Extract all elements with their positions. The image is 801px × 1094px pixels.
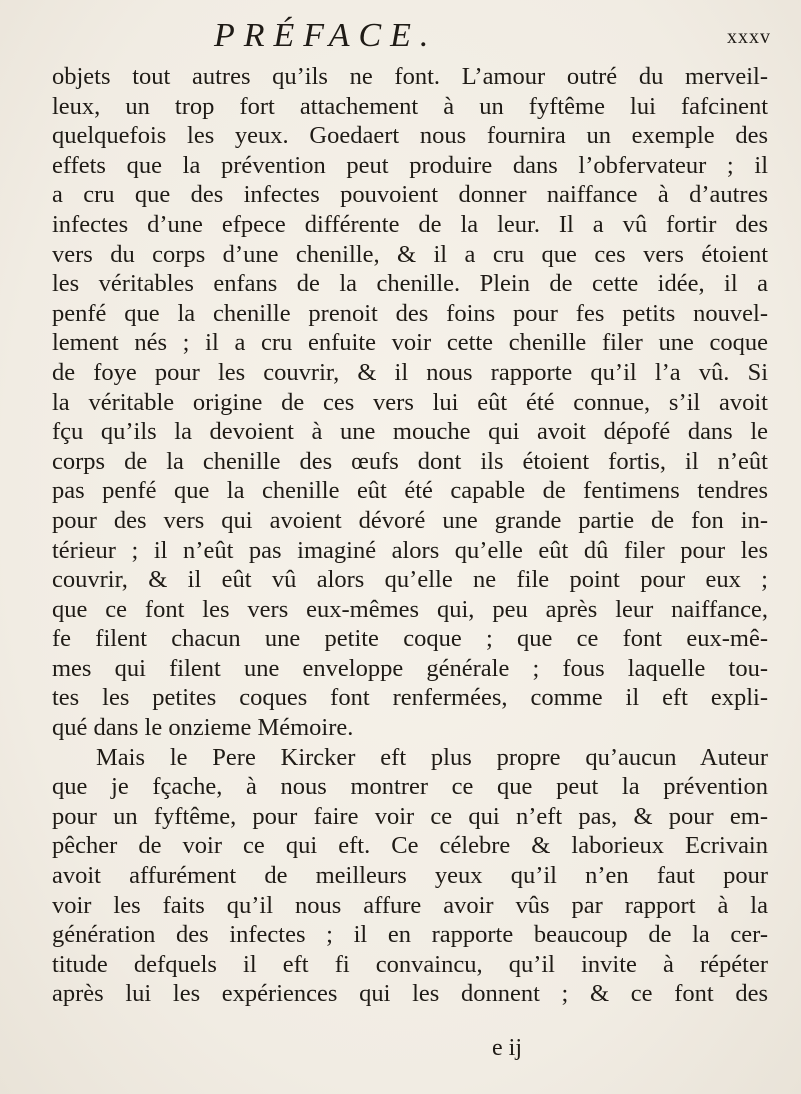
text-line: mes qui filent une enveloppe générale ; fous laquelle tou-	[52, 654, 768, 682]
text-line: avoit affurément de meilleurs yeux qu’il n’en faut pour	[52, 862, 768, 890]
text-line: tes les petites coques font renfermées, comme il eft expli-	[52, 684, 768, 712]
text-line: penfé que la chenille prenoit des foins pour fes petits nouvel-	[52, 299, 768, 327]
text-line: leux, un trop fort attachement à un fyftême lui fafcinent	[52, 92, 768, 120]
text-line: fe filent chacun une petite coque ; que ce font eux-mê-	[52, 625, 768, 653]
text-line: la véritable origine de ces vers lui eût été connue, s’il avoit	[52, 388, 768, 416]
text-line: objets tout autres qu’ils ne font. L’amour outré du merveil-	[52, 63, 768, 90]
text-line: effets que la prévention peut produire dans l’obfervateur ; il	[52, 151, 768, 179]
text-line: lement nés ; il a cru enfuite voir cette chenille filer une coque	[52, 329, 768, 357]
text-line: corps de la chenille des œufs dont ils étoient fortis, il n’eût	[52, 447, 768, 475]
running-title: PRÉFACE.	[214, 17, 438, 54]
text-line: pour des vers qui avoient dévoré une grande partie de fon in-	[52, 506, 768, 534]
text-line: pour un fyftême, pour faire voir ce qui n’eft pas, & pour em-	[52, 802, 768, 830]
text-line: quelquefois les yeux. Goedaert nous fournira un exemple des	[52, 122, 768, 150]
text-line: les véritables enfans de la chenille. Plein de cette idée, il a	[52, 270, 768, 298]
text-line: que ce font les vers eux-mêmes qui, peu après leur naiffance,	[52, 595, 768, 623]
text-line: titude defquels il eft fi convaincu, qu’il invite à répéter	[52, 950, 768, 978]
paragraph-start-line: Mais le Pere Kircker eft plus propre qu’aucun Auteur	[96, 743, 768, 771]
text-line: pas penfé que la chenille eût été capable de fentimens tendres	[52, 477, 768, 505]
text-line: fçu qu’ils la devoient à une mouche qui avoit dépofé dans le	[52, 418, 768, 446]
text-line: de foye pour les couvrir, & il nous rapporte qu’il l’a vû. Si	[52, 358, 768, 386]
paragraph-end-line: qué dans le onzieme Mémoire.	[52, 714, 354, 742]
text-line: que je fçache, à nous montrer ce que peut la prévention	[52, 773, 768, 801]
text-line: couvrir, & il eût vû alors qu’elle ne file point pour eux ;	[52, 566, 768, 594]
text-line: après lui les expériences qui les donnent ; & ce font des	[52, 980, 768, 1008]
text-line: voir les faits qu’il nous affure avoir vûs par rapport à la	[52, 891, 768, 919]
text-line: térieur ; il n’eût pas imaginé alors qu’elle eût dû filer pour les	[52, 536, 768, 564]
page-header	[0, 14, 801, 58]
text-line: infectes d’une efpece différente de la leur. Il a vû fortir des	[52, 210, 768, 238]
signature-mark: e ij	[492, 1035, 522, 1061]
body-text	[52, 62, 768, 1009]
text-line: génération des infectes ; il en rapporte beaucoup de la cer-	[52, 921, 768, 949]
text-line: vers du corps d’une chenille, & il a cru que ces vers étoient	[52, 240, 768, 268]
page-number: xxxv	[727, 26, 771, 48]
text-line: pêcher de voir ce qui eft. Ce célebre & laborieux Ecrivain	[52, 832, 768, 860]
text-line: a cru que des infectes pouvoient donner naiffance à d’autres	[52, 181, 768, 209]
